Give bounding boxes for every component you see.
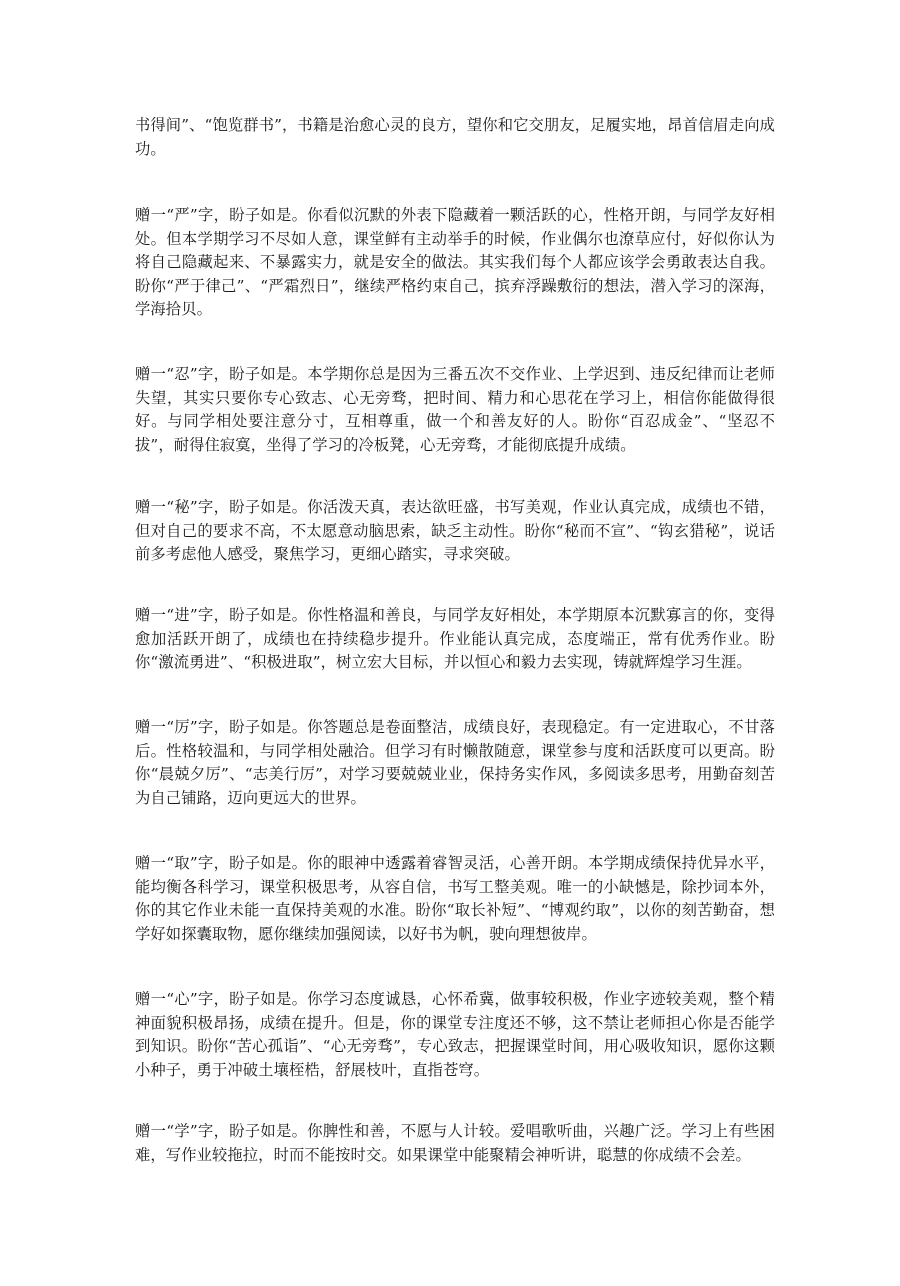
comment-paragraph-1: 书得间”、“饱览群书”，书籍是治愈心灵的良方，望你和它交朋友，足履实地，昂首信眉走向成功。 <box>135 116 775 158</box>
comment-paragraph-li: 赠一“厉”字，盼子如是。你答题总是卷面整洁，成绩良好，表现稳定。有一定进取心，不甘落后。性格较温和，与同学相处融洽。但学习有时懒散随意，课堂参与度和活跃度可以更高。盼你“晨兢夕厉”、“志美行厉”，对学习要兢兢业业，保持务实作风，多阅读多思考，用勤奋刻苦为自己铺路，迈向更远大的世界。 <box>135 718 775 807</box>
comment-paragraph-qu: 赠一“取”字，盼子如是。你的眼神中透露着睿智灵活，心善开朗。本学期成绩保持优异水平，能均衡各科学习，课堂积极思考，从容自信，书写工整美观。唯一的小缺憾是，除抄词本外，你的其它作业未能一直保持美观的水准。盼你“取长补短”、“博观约取”，以你的刻苦勤奋，想学好如探囊取物，愿你继续加强阅读，以好书为帆，驶向理想彼岸。 <box>135 854 775 943</box>
comment-paragraph-mi: 赠一“秘”字，盼子如是。你活泼天真，表达欲旺盛，书写美观，作业认真完成，成绩也不错，但对自己的要求不高，不太愿意动脑思索，缺乏主动性。盼你“秘而不宣”、“钩玄猎秘”，说话前多考虑他人感受，聚焦学习，更细心踏实，寻求突破。 <box>135 498 775 563</box>
comment-paragraph-jin: 赠一“进”字，盼子如是。你性格温和善良，与同学友好相处，本学期原本沉默寡言的你，变得愈加活跃开朗了，成绩也在持续稳步提升。作业能认真完成，态度端正，常有优秀作业。盼你“激流勇进”、“积极进取”，树立宏大目标，并以恒心和毅力去实现，铸就辉煌学习生涯。 <box>135 606 775 671</box>
comment-paragraph-xin: 赠一“心”字，盼子如是。你学习态度诚恳，心怀希冀，做事较积极，作业字迹较美观，整个精神面貌积极昂扬，成绩在提升。但是，你的课堂专注度还不够，这不禁让老师担心你是否能学到知识。盼你“苦心孤诣”、“心无旁骛”，专心致志，把握课堂时间，用心吸收知识，愿你这颗小种子，勇于冲破土壤桎梏，舒展枝叶，直指苍穹。 <box>135 990 775 1079</box>
comment-paragraph-yan: 赠一“严”字，盼子如是。你看似沉默的外表下隐藏着一颗活跃的心，性格开朗，与同学友好相处。但本学期学习不尽如人意，课堂鲜有主动举手的时候，作业偶尔也潦草应付，好似你认为将自己隐藏起来、不暴露实力，就是安全的做法。其实我们每个人都应该学会勇敢表达自我。盼你“严于律己”、“严霜烈日”，继续严格约束自己，摈弃浮躁敷衍的想法，潜入学习的深海，学海拾贝。 <box>135 206 775 318</box>
comment-paragraph-ren: 赠一“忍”字，盼子如是。本学期你总是因为三番五次不交作业、上学迟到、违反纪律而让老师失望，其实只要你专心致志、心无旁骛，把时间、精力和心思花在学习上，相信你能做得很好。与同学相处要注意分寸，互相尊重，做一个和善友好的人。盼你“百忍成金”、“坚忍不拔”，耐得住寂寞，坐得了学习的冷板凳，心无旁骛，才能彻底提升成绩。 <box>135 365 775 454</box>
comment-paragraph-xue: 赠一“学”字，盼子如是。你脾性和善，不愿与人计较。爱唱歌听曲，兴趣广泛。学习上有些困难，写作业较拖拉，时而不能按时交。如果课堂中能聚精会神听讲，聪慧的你成绩不会差。 <box>135 1122 775 1164</box>
